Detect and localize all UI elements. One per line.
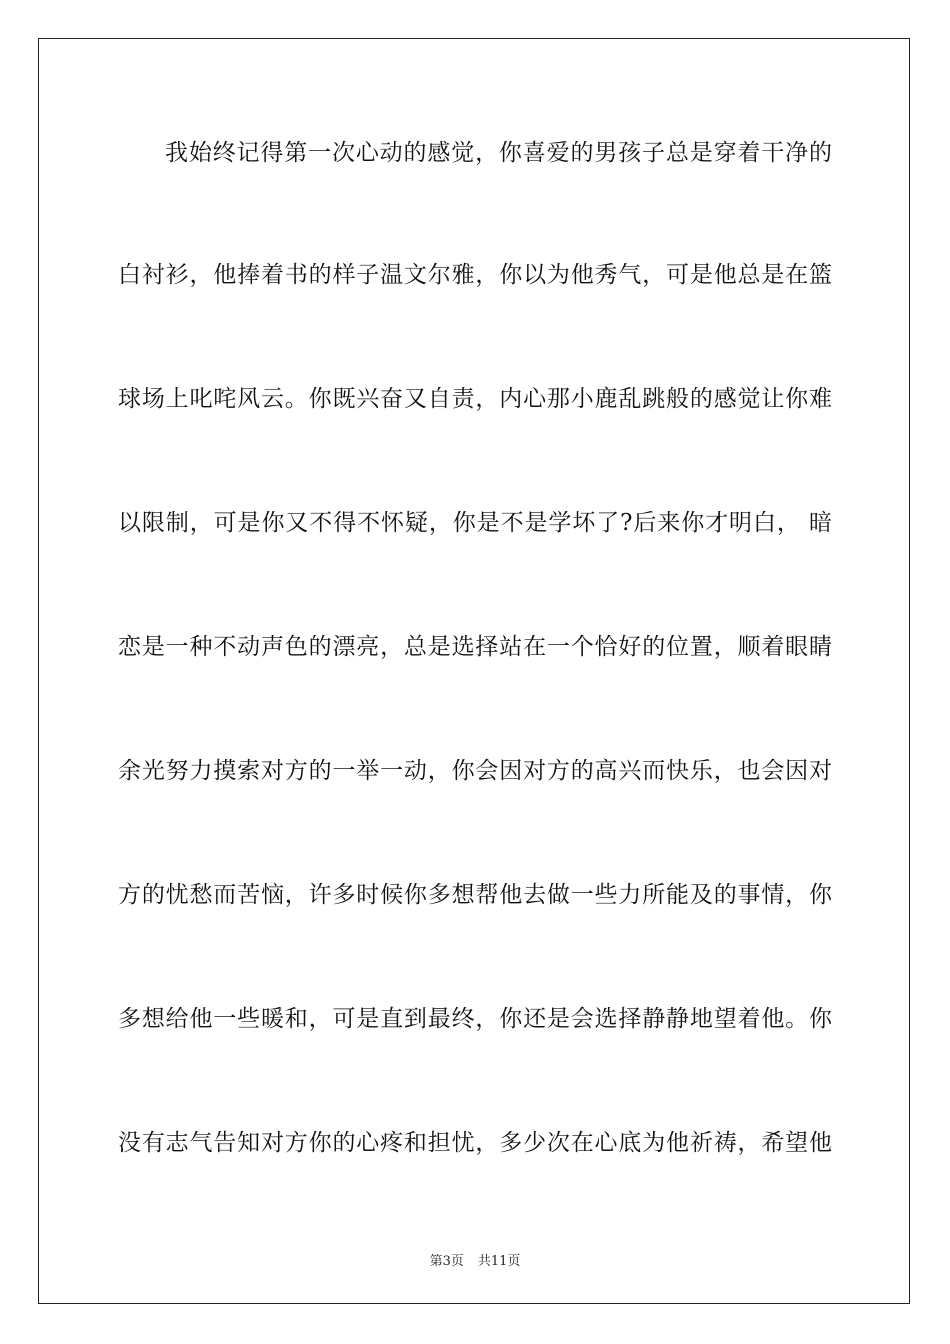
paragraph-line: 多想给他一些暖和，可是直到最终，你还是会选择静静地望着他。你 [118, 1006, 832, 1032]
paragraph-line: 方的忧愁而苦恼，许多时候你多想帮他去做一些力所能及的事情，你 [118, 882, 832, 908]
page-footer [0, 1250, 950, 1269]
paragraph-line: 恋是一种不动声色的漂亮，总是选择站在一个恰好的位置，顺着眼睛 [118, 634, 832, 660]
paragraph-line: 我始终记得第一次心动的感觉，你喜爱的男孩子总是穿着干净的 [165, 140, 832, 166]
paragraph-line: 白衬衫，他捧着书的样子温文尔雅，你以为他秀气，可是他总是在篮 [118, 262, 832, 288]
page-number: 第3页 [429, 1254, 464, 1269]
page-total: 共11页 [477, 1254, 521, 1269]
paragraph-line: 球场上叱咤风云。你既兴奋又自责，内心那小鹿乱跳般的感觉让你难 [118, 386, 832, 412]
page-border [38, 38, 910, 1304]
paragraph-line: 没有志气告知对方你的心疼和担忧，多少次在心底为他祈祷，希望他 [118, 1130, 832, 1156]
paragraph-line: 余光努力摸索对方的一举一动，你会因对方的高兴而快乐，也会因对 [118, 758, 832, 784]
paragraph-line: 以限制，可是你又不得不怀疑，你是不是学坏了?后来你才明白， 暗 [118, 510, 832, 536]
